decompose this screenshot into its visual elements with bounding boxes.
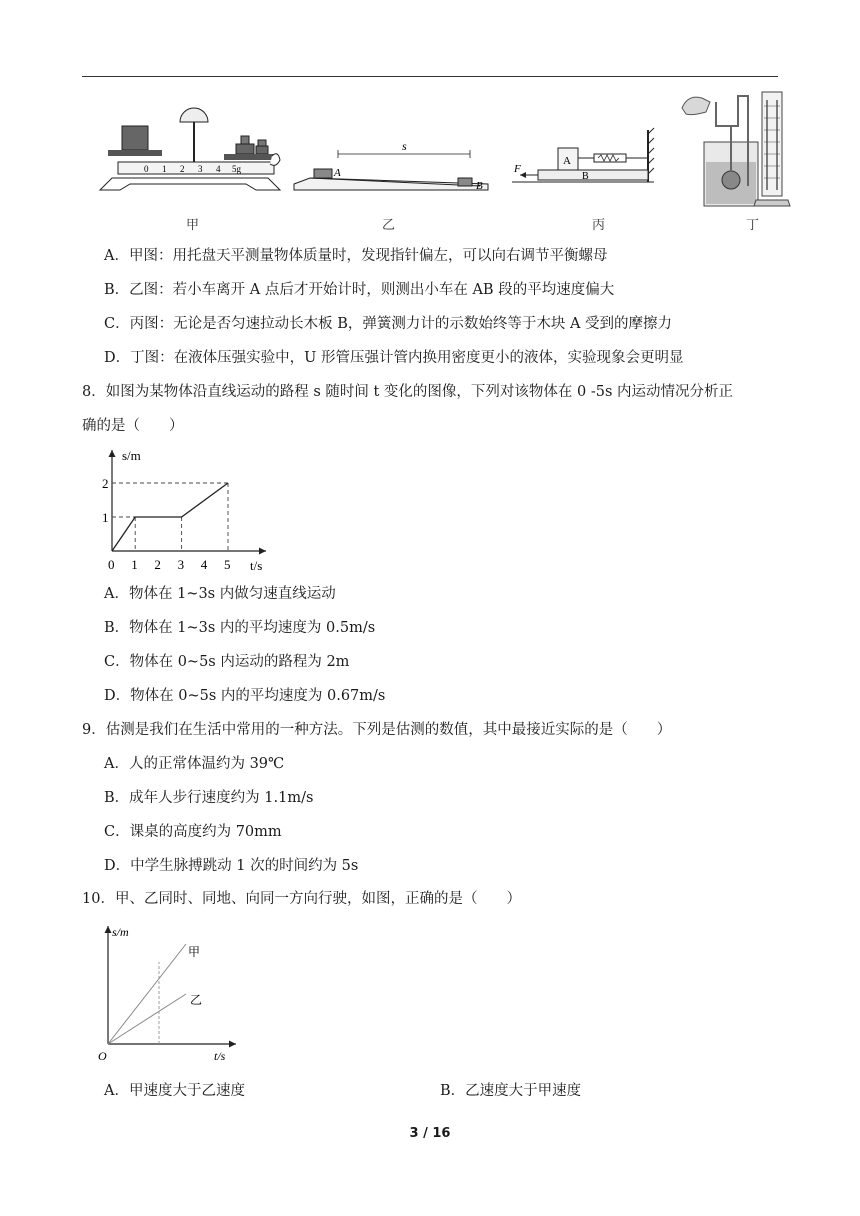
balance-tick-label: 0 — [144, 164, 149, 174]
q8-x-tick-label: 5 — [224, 557, 231, 572]
q8-x-tick-label: 3 — [177, 557, 185, 572]
figure-caption-jia: 甲 — [186, 218, 200, 233]
figure-caption-yi: 乙 — [382, 218, 396, 233]
q8-x-axis-label: t/s — [250, 558, 263, 573]
q10-series-jia-line — [108, 944, 186, 1044]
board-b-label: B — [582, 171, 589, 182]
q10-series-jia-label: 甲 — [188, 945, 201, 959]
q8-x-tick-label: 2 — [154, 557, 161, 572]
point-b-label: B — [476, 180, 483, 192]
q10-origin-label: O — [98, 1049, 107, 1063]
balance-figure — [96, 86, 282, 206]
q10-series-yi-label: 乙 — [190, 993, 203, 1007]
q10-y-axis-label: s/m — [112, 925, 129, 939]
page-number: 3 / 16 — [409, 1126, 451, 1141]
balance-tick-label: 2 — [180, 164, 185, 174]
q10-series-yi-line — [108, 994, 186, 1044]
q9-stem: 9．估测是我们在生活中常用的一种方法。下列是估测的数值，其中最接近实际的是（ ） — [82, 722, 672, 738]
q8-option-a[interactable]: A．物体在 1~3s 内做匀速直线运动 — [104, 586, 336, 602]
q8-stem: 8．如图为某物体沿直线运动的路程 s 随时间 t 变化的图像，下列对该物体在 0 -5s 内运动情况分析正 — [82, 384, 734, 400]
pressure-gauge-figure — [676, 86, 806, 212]
q10-option-b[interactable]: B．乙速度大于甲速度 — [440, 1083, 582, 1099]
q10-stem: 10．甲、乙同时、同地、向同一方向行驶，如图，正确的是（ ） — [82, 891, 521, 907]
q8-stem-cont: 确的是（ ） — [82, 418, 184, 434]
force-f-label: F — [514, 163, 521, 175]
header-rule — [82, 76, 778, 77]
figure-caption-bing: 丙 — [592, 218, 606, 233]
balance-tick-label: 4 — [216, 164, 221, 174]
q8-option-c[interactable]: C．物体在 0~5s 内运动的路程为 2m — [104, 654, 350, 670]
friction-figure — [512, 86, 662, 206]
q8-x-tick-label: 1 — [131, 557, 138, 572]
q10-option-a[interactable]: A．甲速度大于乙速度 — [104, 1083, 245, 1099]
block-a-label: A — [563, 155, 571, 167]
q8-y-axis-label: s/m — [122, 448, 141, 463]
q9-option-d[interactable]: D．中学生脉搏跳动 1 次的时间约为 5s — [104, 858, 359, 874]
q8-y-tick-label: 2 — [102, 476, 109, 491]
incline-figure — [290, 86, 490, 206]
experiment-figures — [96, 86, 806, 234]
q8-option-b[interactable]: B．物体在 1~3s 内的平均速度为 0.5m/s — [104, 620, 376, 636]
q8-x-tick-label: 4 — [200, 557, 208, 572]
distance-label: s — [402, 139, 407, 153]
q7-option-d[interactable]: D．丁图：在液体压强实验中，U 形管压强计管内换用密度更小的液体，实验现象会更明显 — [104, 350, 684, 366]
q8-y-tick-label: 1 — [102, 510, 109, 525]
balance-tick-label: 3 — [198, 164, 203, 174]
q7-option-b[interactable]: B．乙图：若小车离开 A 点后才开始计时，则测出小车在 AB 段的平均速度偏大 — [104, 282, 615, 298]
balance-tick-label: 5g — [232, 164, 241, 174]
q7-option-a[interactable]: A．甲图：用托盘天平测量物体质量时，发现指针偏左，可以向右调节平衡螺母 — [104, 248, 608, 264]
balance-tick-label: 1 — [162, 164, 167, 174]
point-a-label: A — [334, 167, 341, 179]
q10-distance-time-graph — [96, 920, 246, 1066]
q8-option-d[interactable]: D．物体在 0~5s 内的平均速度为 0.67m/s — [104, 688, 386, 704]
q8-x-tick-label: 0 — [108, 557, 115, 572]
q7-option-c[interactable]: C．丙图：无论是否匀速拉动长木板 B，弹簧测力计的示数始终等于木块 A 受到的摩擦力 — [104, 316, 673, 332]
q9-option-b[interactable]: B．成年人步行速度约为 1.1m/s — [104, 790, 314, 806]
q10-x-axis-label: t/s — [214, 1049, 226, 1063]
figure-caption-ding: 丁 — [746, 218, 760, 233]
q9-option-a[interactable]: A．人的正常体温约为 39℃ — [104, 756, 285, 772]
q8-distance-time-graph — [100, 446, 280, 576]
q9-option-c[interactable]: C．课桌的高度约为 70mm — [104, 824, 282, 840]
q8-tick-labels — [102, 476, 231, 572]
